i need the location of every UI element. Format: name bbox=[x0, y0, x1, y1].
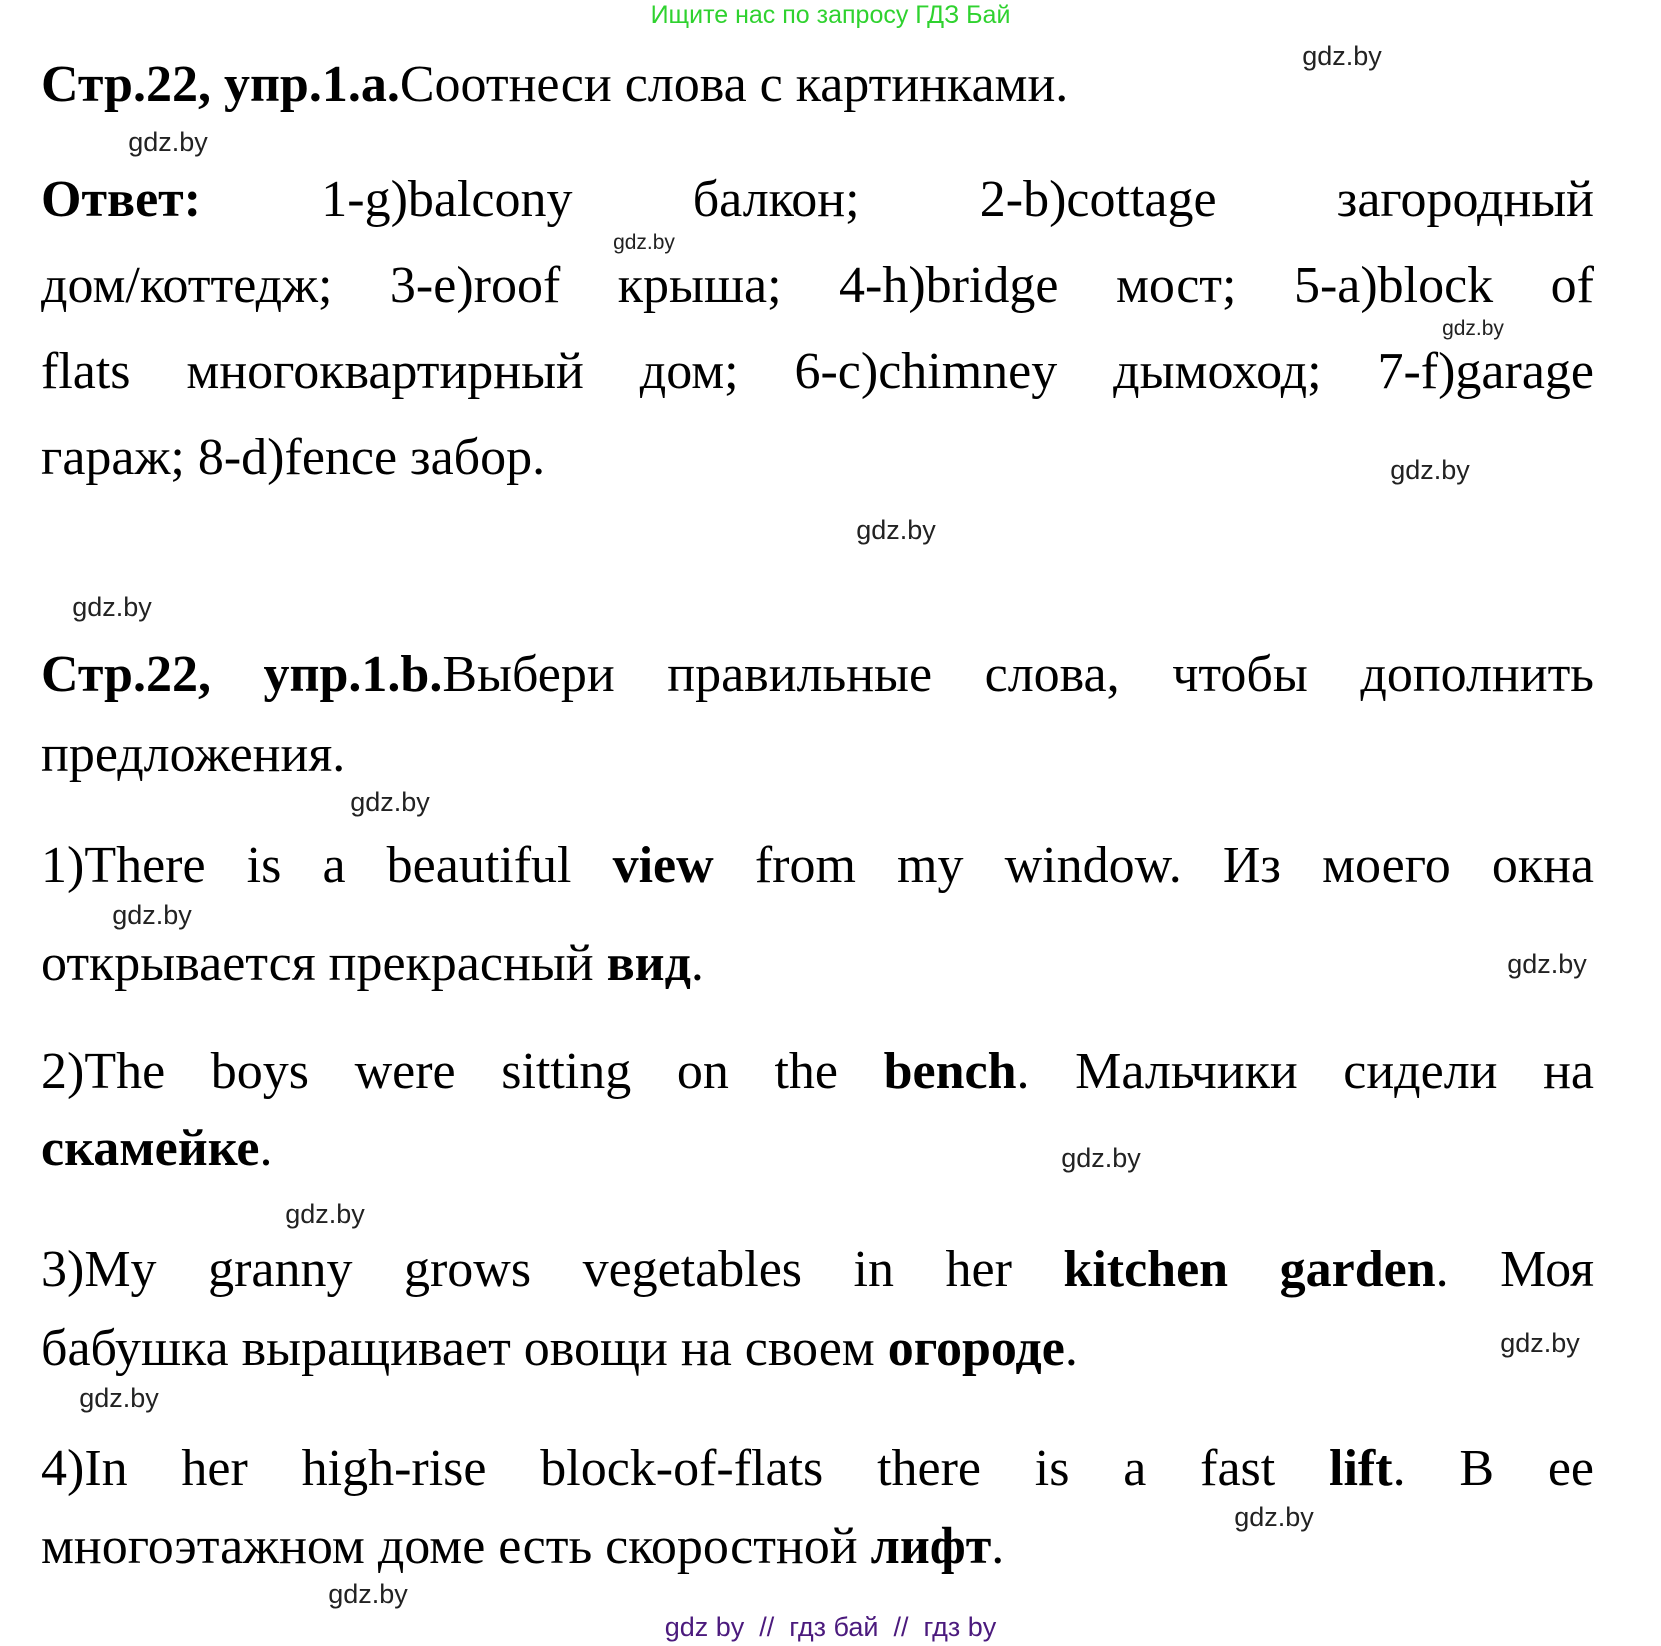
watermark: gdz.by bbox=[72, 592, 152, 622]
sentence-3-ru: бабушка выращивает овощи на своем огороде. bbox=[41, 1320, 1078, 1377]
sentence-1-en: 1)There is a beautiful view from my window. Из моего окна bbox=[41, 837, 1594, 894]
watermark: gdz.by bbox=[328, 1579, 408, 1609]
watermark: gdz.by bbox=[1234, 1502, 1314, 1532]
footer-links: gdz by // гдз бай // гдз by bbox=[664, 1612, 997, 1642]
watermark: gdz.by bbox=[856, 515, 936, 545]
sentence-4-ru: многоэтажном доме есть скоростной лифт. bbox=[41, 1518, 1005, 1575]
watermark: gdz.by bbox=[613, 231, 675, 254]
answer-line-2: дом/коттедж; 3-e)roof крыша; 4-h)bridge мост; 5-a)block of bbox=[41, 257, 1594, 314]
watermark: gdz.by bbox=[79, 1383, 159, 1413]
watermark: gdz.by bbox=[1442, 317, 1504, 340]
search-hint-banner: Ищите нас по запросу ГДЗ Бай bbox=[650, 1, 1011, 29]
sentence-4-en: 4)In her high-rise block-of-flats there is a fast lift. В ее bbox=[41, 1440, 1594, 1497]
watermark: gdz.by bbox=[350, 787, 430, 817]
exercise-1b-heading-cont: предложения. bbox=[41, 726, 346, 783]
watermark: gdz.by bbox=[1507, 949, 1587, 979]
watermark: gdz.by bbox=[112, 900, 192, 930]
sentence-2-ru: скамейке. bbox=[41, 1120, 273, 1177]
watermark: gdz.by bbox=[285, 1199, 365, 1229]
answer-line-1: Ответ: 1-g)balcony балкон; 2-b)cottage загородный bbox=[41, 171, 1594, 228]
watermark: gdz.by bbox=[128, 127, 208, 157]
watermark: gdz.by bbox=[1061, 1143, 1141, 1173]
answer-line-4: гараж; 8-d)fence забор. bbox=[41, 429, 546, 486]
sentence-1-ru: открывается прекрасный вид. bbox=[41, 935, 704, 992]
exercise-1b-heading: Стр.22, упр.1.b.Выбери правильные слова, чтобы дополнить bbox=[41, 646, 1594, 703]
watermark: gdz.by bbox=[1390, 455, 1470, 485]
exercise-1a-heading: Стр.22, упр.1.a.Соотнеси слова с картинками. bbox=[41, 56, 1069, 113]
watermark: gdz.by bbox=[1500, 1328, 1580, 1358]
sentence-3-en: 3)My granny grows vegetables in her kitchen garden. Моя bbox=[41, 1241, 1594, 1298]
sentence-2-en: 2)The boys were sitting on the bench. Мальчики сидели на bbox=[41, 1043, 1594, 1100]
watermark: gdz.by bbox=[1302, 41, 1382, 71]
answer-line-3: flats многоквартирный дом; 6-c)chimney дымоход; 7-f)garage bbox=[41, 343, 1594, 400]
